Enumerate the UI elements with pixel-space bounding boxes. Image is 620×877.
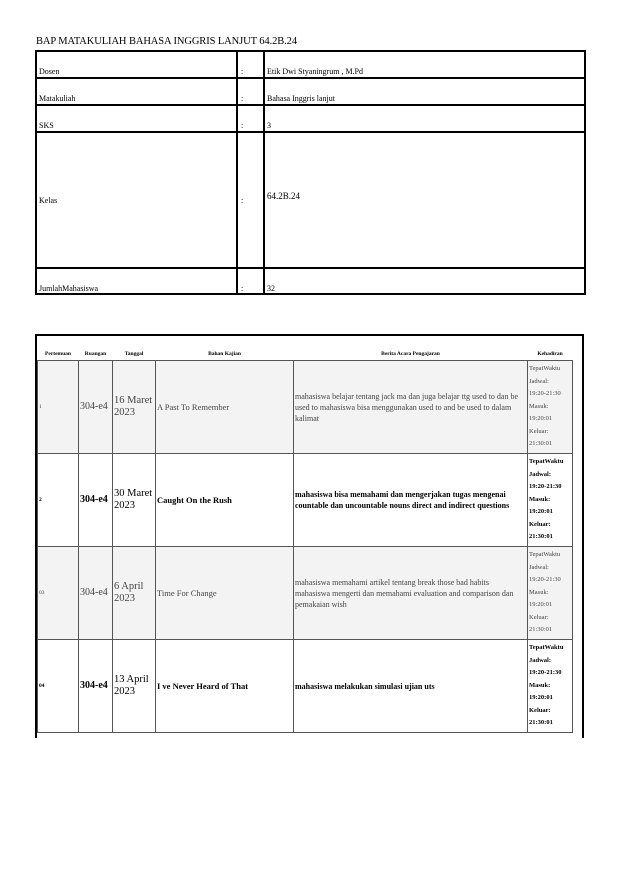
attendance-schedule-label: Jadwal: <box>529 470 552 478</box>
info-row-matakuliah <box>36 78 585 105</box>
info-value: 64.2B.24 <box>267 191 301 201</box>
info-row-dosen <box>36 51 585 78</box>
meeting-date: 30 Maret 2023 <box>113 454 156 547</box>
attendance-schedule: 19:20-21:30 <box>529 576 561 584</box>
meeting-topic: A Past To Remember <box>156 361 294 454</box>
attendance-schedule-label: Jadwal: <box>529 377 549 385</box>
table-row <box>38 640 573 733</box>
info-label: Dosen <box>39 66 60 76</box>
table-row <box>38 547 573 640</box>
attendance-schedule: 19:20-21:30 <box>529 483 562 491</box>
meeting-description: mahasiswa memahami artikel tentang break those bad habits mahasiswa mengerti dan memahami evaluation and comparison dan pemakaian wish <box>294 547 528 640</box>
info-colon: : <box>241 195 244 205</box>
meetings-header-row <box>38 348 573 361</box>
header-berita-acara: Berita Acara Pengajaran <box>381 351 440 357</box>
meeting-number: 04 <box>38 640 79 733</box>
meeting-date: 13 April 2023 <box>113 640 156 733</box>
attendance-schedule-label: Jadwal: <box>529 563 549 571</box>
attendance-in-label: Masuk: <box>529 681 551 689</box>
attendance-out: 21:30:01 <box>529 626 553 634</box>
info-value: Etik Dwi Styaningrum , M.Pd <box>267 66 364 76</box>
meetings-section <box>35 334 584 738</box>
attendance-out: 21:30:01 <box>529 719 553 727</box>
table-row <box>38 454 573 547</box>
meeting-attendance <box>528 454 573 547</box>
meeting-room: 304-e4 <box>79 640 113 733</box>
meetings-table <box>37 348 573 733</box>
meeting-description: mahasiswa melakukan simulasi ujian uts <box>294 640 528 733</box>
header-tanggal: Tanggal <box>124 351 144 357</box>
info-row-kelas <box>36 132 585 268</box>
header-kehadiran: Kehadiran <box>537 351 563 357</box>
attendance-in-label: Masuk: <box>529 588 549 596</box>
info-row-sks <box>36 105 585 132</box>
info-colon: : <box>241 93 244 103</box>
attendance-schedule: 19:20-21:30 <box>529 390 561 398</box>
meeting-date: 6 April 2023 <box>113 547 156 640</box>
meeting-attendance <box>528 547 573 640</box>
info-value: 32 <box>267 283 275 293</box>
info-row-jumlah-mahasiswa <box>36 268 585 294</box>
meeting-topic: I ve Never Heard of That <box>156 640 294 733</box>
meeting-attendance <box>528 361 573 454</box>
meeting-attendance <box>528 640 573 733</box>
meeting-date: 16 Maret 2023 <box>113 361 156 454</box>
attendance-status: TepatWaktu <box>529 365 561 373</box>
info-colon: : <box>241 283 244 293</box>
attendance-status: TepatWaktu <box>529 551 561 559</box>
document-title: BAP MATAKULIAH BAHASA INGGRIS LANJUT 64.2B.24 <box>36 36 297 47</box>
meeting-number: 1 <box>38 361 79 454</box>
attendance-in: 19:20:01 <box>529 694 553 702</box>
attendance-status: TepatWaktu <box>529 644 564 652</box>
attendance-in: 19:20:01 <box>529 601 553 609</box>
attendance-out-label: Keluar: <box>529 613 549 621</box>
meeting-room: 304-e4 <box>79 454 113 547</box>
meeting-room: 304-e4 <box>79 547 113 640</box>
attendance-out-label: Keluar: <box>529 427 549 435</box>
attendance-in-label: Masuk: <box>529 402 549 410</box>
meeting-number: 2 <box>38 454 79 547</box>
meeting-room: 304-e4 <box>79 361 113 454</box>
info-label: JumlahMahasiswa <box>39 283 99 293</box>
attendance-out-label: Keluar: <box>529 520 551 528</box>
attendance-out: 21:30:01 <box>529 440 553 448</box>
meeting-description: mahasiswa bisa memahami dan mengerjakan tugas mengenai countable dan uncountable nouns direct and indirect questions <box>294 454 528 547</box>
attendance-status: TepatWaktu <box>529 458 564 466</box>
info-label: SKS <box>39 120 54 130</box>
info-label: Kelas <box>39 195 58 205</box>
attendance-out: 21:30:01 <box>529 533 553 541</box>
info-label: Matakuliah <box>39 93 76 103</box>
info-colon: : <box>241 120 244 130</box>
attendance-out-label: Keluar: <box>529 706 551 714</box>
header-bahan-kajian: Bahan Kajian <box>208 351 241 357</box>
meeting-number: 03 <box>38 547 79 640</box>
attendance-in-label: Masuk: <box>529 495 551 503</box>
header-ruangan: Ruangan <box>84 351 107 357</box>
course-info-table <box>35 50 586 295</box>
attendance-schedule-label: Jadwal: <box>529 656 552 664</box>
attendance-in: 19:20:01 <box>529 508 553 516</box>
attendance-in: 19:20:01 <box>529 415 553 423</box>
meeting-topic: Caught On the Rush <box>156 454 294 547</box>
meeting-description: mahasiswa belajar tentang jack ma dan juga belajar ttg used to dan be used to mahasiswa bisa menggunakan used to and be used to dalam kalimat <box>294 361 528 454</box>
meeting-topic: Time For Change <box>156 547 294 640</box>
info-value: Bahasa Inggris lanjut <box>267 93 335 103</box>
info-value: 3 <box>267 120 271 130</box>
header-pertemuan: Pertemuan <box>45 351 71 357</box>
table-row <box>38 361 573 454</box>
info-colon: : <box>241 66 244 76</box>
attendance-schedule: 19:20-21:30 <box>529 669 562 677</box>
